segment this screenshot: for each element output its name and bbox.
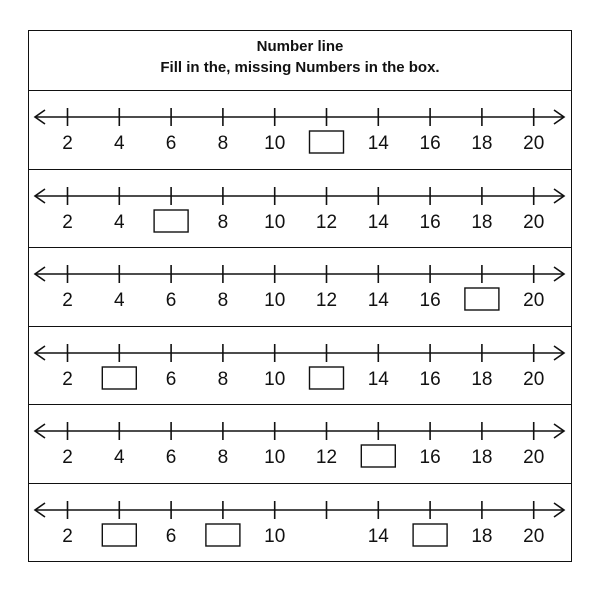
tick-label: 10 — [264, 368, 286, 390]
number-line — [29, 248, 570, 327]
tick-label: 4 — [114, 133, 125, 154]
answer-box[interactable] — [310, 131, 344, 153]
worksheet-instruction: Fill in the, missing Numbers in the box. — [160, 59, 440, 76]
tick-label: 6 — [165, 290, 177, 311]
tick-label: 12 — [315, 290, 338, 311]
tick-label: 6 — [165, 133, 177, 154]
number-line-row — [29, 91, 571, 170]
worksheet-header — [29, 31, 571, 91]
number-line-row — [29, 405, 571, 484]
tick-label: 16 — [419, 290, 441, 311]
tick-label: 14 — [367, 290, 389, 311]
tick-label: 18 — [471, 525, 493, 547]
tick-label: 18 — [471, 211, 493, 233]
tick-label: 8 — [217, 447, 229, 468]
number-line — [29, 91, 570, 170]
tick-label: 2 — [62, 133, 73, 154]
tick-label: 14 — [367, 368, 389, 390]
worksheet — [28, 30, 572, 562]
tick-label: 4 — [114, 211, 125, 233]
tick-label: 18 — [471, 133, 493, 154]
tick-label: 20 — [523, 133, 545, 154]
tick-label: 6 — [165, 525, 177, 547]
tick-label: 18 — [471, 447, 493, 468]
answer-box[interactable] — [310, 367, 344, 389]
tick-label: 8 — [217, 290, 229, 311]
tick-label: 10 — [264, 525, 286, 547]
tick-label: 2 — [62, 525, 73, 547]
answer-box[interactable] — [465, 288, 499, 310]
number-line-row — [29, 484, 571, 563]
number-line — [29, 170, 570, 249]
number-line — [29, 484, 570, 563]
tick-label: 14 — [367, 133, 389, 154]
number-line-row — [29, 327, 571, 406]
tick-label: 16 — [419, 133, 441, 154]
answer-box[interactable] — [413, 524, 447, 546]
tick-label: 14 — [367, 211, 389, 233]
number-line-row — [29, 170, 571, 249]
tick-label: 2 — [62, 368, 73, 390]
tick-label: 10 — [264, 290, 286, 311]
tick-label: 12 — [315, 211, 338, 233]
tick-label: 20 — [523, 525, 545, 547]
tick-label: 14 — [367, 525, 389, 547]
tick-label: 4 — [114, 447, 125, 468]
tick-label: 8 — [217, 133, 229, 154]
tick-label: 8 — [217, 211, 229, 233]
tick-label: 12 — [315, 447, 338, 468]
answer-box[interactable] — [102, 367, 136, 389]
answer-box[interactable] — [206, 524, 240, 546]
tick-label: 10 — [264, 133, 286, 154]
number-line-row — [29, 248, 571, 327]
tick-label: 16 — [419, 447, 441, 468]
tick-label: 20 — [523, 211, 545, 233]
answer-box[interactable] — [102, 524, 136, 546]
tick-label: 8 — [217, 368, 229, 390]
tick-label: 10 — [264, 211, 286, 233]
number-line — [29, 405, 570, 484]
tick-label: 2 — [62, 290, 73, 311]
tick-label: 10 — [264, 447, 286, 468]
number-line — [29, 327, 570, 406]
tick-label: 16 — [419, 211, 441, 233]
tick-label: 20 — [523, 447, 545, 468]
answer-box[interactable] — [154, 210, 188, 232]
tick-label: 20 — [523, 368, 545, 390]
tick-label: 20 — [523, 290, 545, 311]
tick-label: 18 — [471, 368, 493, 390]
tick-label: 2 — [62, 211, 73, 233]
tick-label: 16 — [419, 368, 441, 390]
tick-label: 2 — [62, 447, 73, 468]
tick-label: 6 — [165, 447, 177, 468]
answer-box[interactable] — [361, 445, 395, 467]
tick-label: 6 — [165, 368, 177, 390]
worksheet-title: Number line — [256, 38, 344, 55]
tick-label: 4 — [114, 290, 125, 311]
